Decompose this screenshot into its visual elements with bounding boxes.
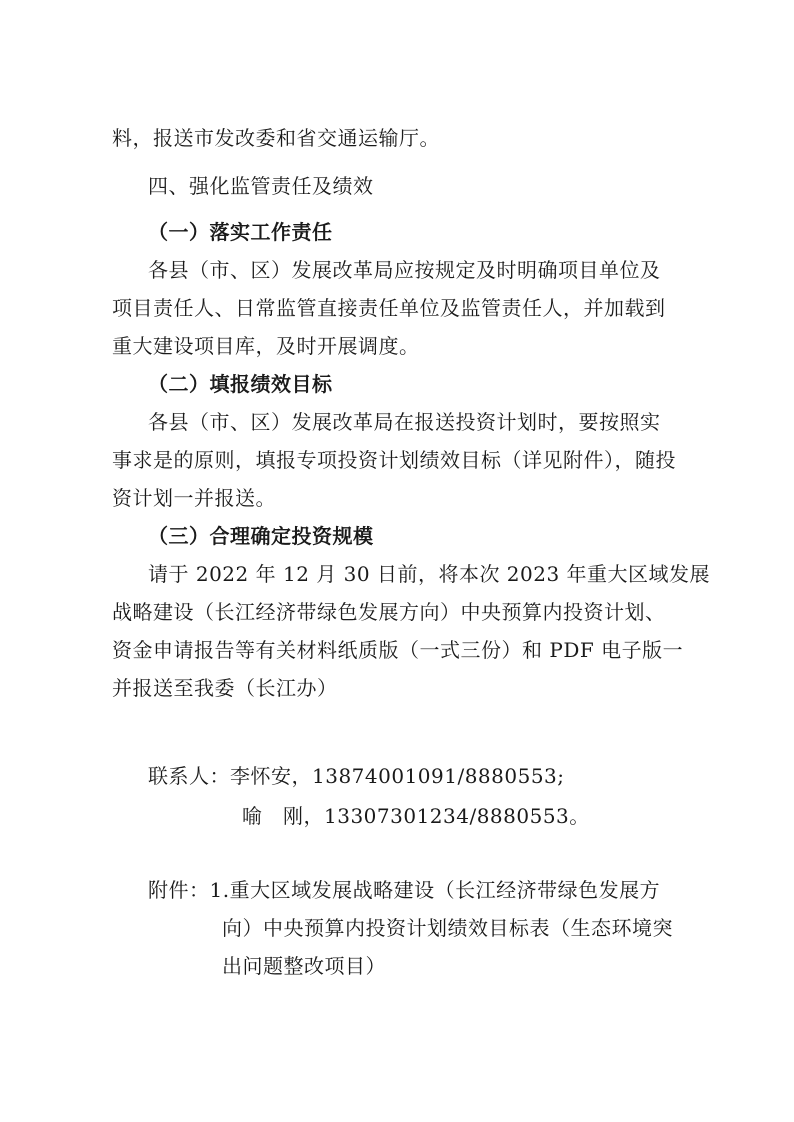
sub1-line-3: 重大建设项目库，及时开展调度。 [112,334,420,358]
attachment-line-1: 附件：1.重大区域发展战略建设（长江经济带绿色发展方 [148,878,661,902]
contact-line-1: 联系人：李怀安，13874001091/8880553; [148,764,565,788]
sub1-line-2: 项目责任人、日常监管直接责任单位及监管责任人，并加载到 [112,296,666,320]
sub3-line-2: 战略建设（长江经济带绿色发展方向）中央预算内投资计划、 [112,600,666,624]
contact-line-2: 喻 刚，13307301234/8880553。 [242,804,590,828]
sub3-line-4: 并报送至我委（长江办） [112,676,338,700]
paragraph-continuation: 料，报送市发改委和省交通运输厅。 [112,126,440,150]
sub2-line-3: 资计划一并报送。 [112,486,276,510]
section-four-heading: 四、强化监管责任及绩效 [148,174,374,198]
sub3-line-3: 资金申请报告等有关材料纸质版（一式三份）和 PDF 电子版一 [112,638,684,662]
subheading-1: （一）落实工作责任 [148,220,333,244]
attachment-line-2: 向）中央预算内投资计划绩效目标表（生态环境突 [222,916,673,940]
sub1-line-1: 各县（市、区）发展改革局应按规定及时明确项目单位及 [148,258,661,282]
attachment-line-3: 出问题整改项目） [222,954,386,978]
sub2-line-1: 各县（市、区）发展改革局在报送投资计划时，要按照实 [148,410,661,434]
sub3-line-1: 请于 2022 年 12 月 30 日前，将本次 2023 年重大区域发展 [148,562,711,586]
subheading-3: （三）合理确定投资规模 [148,524,374,548]
sub2-line-2: 事求是的原则，填报专项投资计划绩效目标（详见附件），随投 [112,448,676,472]
subheading-2: （二）填报绩效目标 [148,372,333,396]
